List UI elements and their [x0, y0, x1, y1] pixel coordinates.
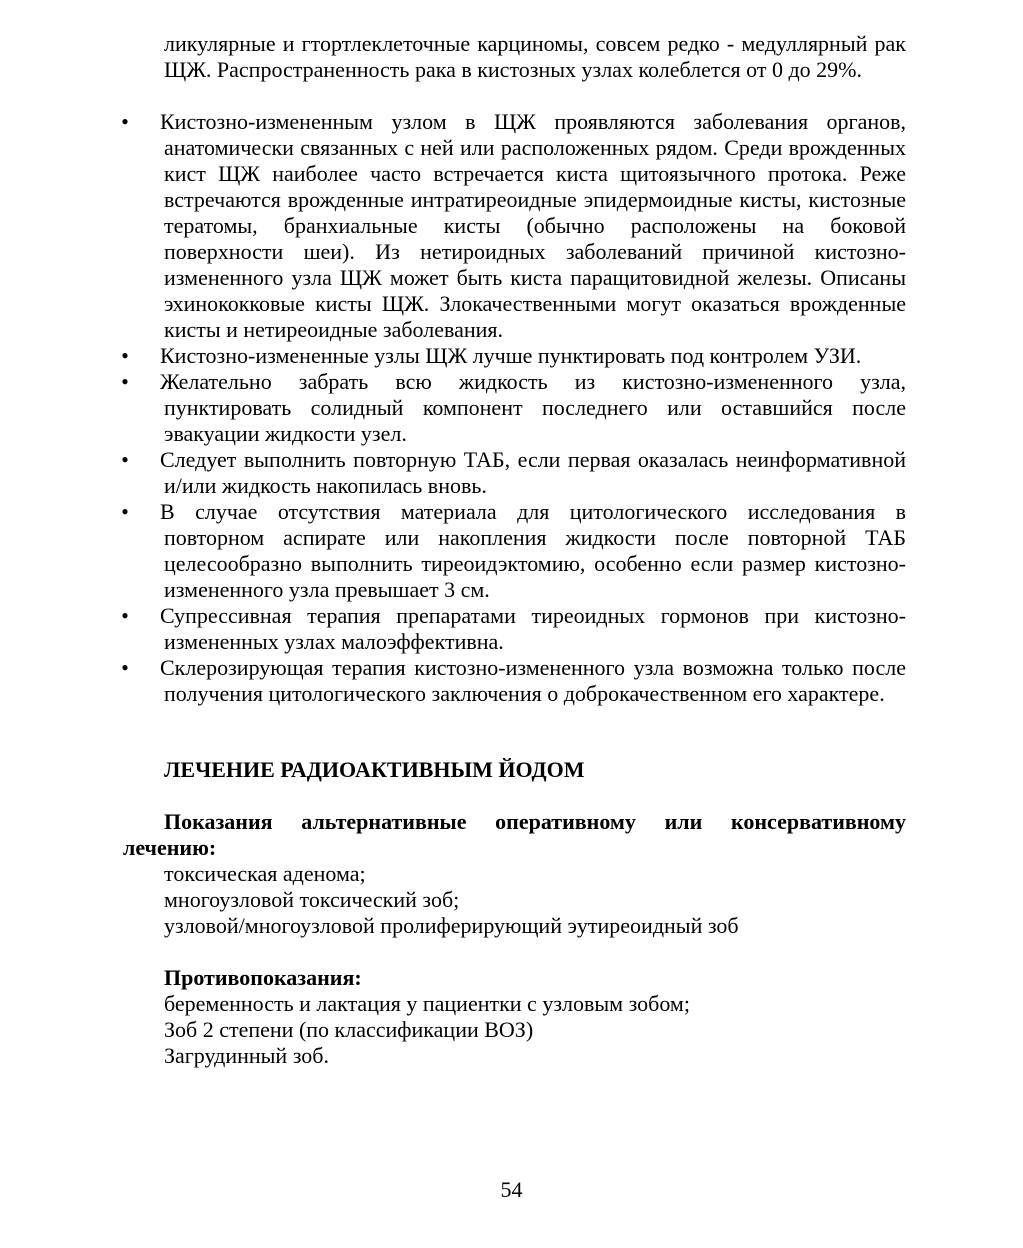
bullet-marker: • [121, 603, 129, 628]
bullet-item [0, 603, 1023, 655]
contraindications-heading: Противопоказания: [164, 965, 362, 990]
indication-item: токсическая аденома; [164, 861, 366, 886]
bullet-text: Кистозно-измененные узлы ЩЖ лучше пунктировать под контролем УЗИ. [160, 343, 862, 368]
bullet-item [0, 109, 1023, 343]
indications-list [164, 861, 739, 939]
bullet-item [0, 655, 1023, 707]
page-number: 54 [500, 1177, 523, 1202]
bullet-item [0, 447, 1023, 499]
bullet-marker: • [121, 447, 129, 472]
bullet-marker: • [121, 655, 129, 680]
bullet-marker: • [121, 369, 129, 394]
contraindications-list [164, 991, 690, 1069]
bullet-list [0, 109, 1023, 707]
contraindication-item: Загрудинный зоб. [164, 1043, 329, 1068]
indication-item: узловой/многоузловой пролиферирующий эутиреоидный зоб [164, 913, 739, 938]
bullet-text: Следует выполнить повторную ТАБ, если первая оказалась неинформативной и/или жидкость накопилась вновь. [160, 447, 906, 498]
bullet-text: Желательно забрать всю жидкость из кистозно-измененного узла, пунктировать солидный компонент последнего или оставшийся после эвакуации жидкости узел. [160, 369, 906, 446]
bullet-text: Супрессивная терапия препаратами тиреоидных гормонов при кистозно-измененных узлах малоэффективна. [160, 603, 906, 654]
bullet-text: В случае отсутствия материала для цитологического исследования в повторном аспирате или накопления жидкости после повторной ТАБ целесообразно выполнить тиреоидэктомию, особенно если размер кистозно-измененного узла превышает 3 см. [160, 499, 906, 602]
bullet-marker: • [121, 499, 129, 524]
indications-heading: Показания альтернативные оперативному или консервативному лечению: [123, 809, 906, 860]
indication-item: многоузловой токсический зоб; [164, 887, 460, 912]
bullet-marker: • [121, 343, 129, 368]
bullet-text: Кистозно-измененным узлом в ЩЖ проявляются заболевания органов, анатомически связанных с ней или расположенных рядом. Среди врожденных кист ЩЖ наиболее часто встречается киста щитоязычного протока. Реже встречаются врожденные интратиреоидные эпидермоидные кисты, кистозные тератомы, бранхиальные кисты (обычно расположены на боковой поверхности шеи). Из нетироидных заболеваний причиной кистозно-измененного узла ЩЖ может быть киста паращитовидной железы. Описаны эхинококковые кисты ЩЖ. Злокачественными могут оказаться врожденные кисты и нетиреоидные заболевания. [160, 109, 906, 342]
bullet-marker: • [121, 109, 129, 134]
continuation-paragraph: ликулярные и гтортлеклеточные карциномы, совсем редко - медуллярный рак ЩЖ. Распространенность рака в кистозных узлах колеблется от 0 до 29%. [164, 31, 906, 82]
section-heading: ЛЕЧЕНИЕ РАДИОАКТИВНЫМ ЙОДОМ [164, 757, 585, 782]
bullet-text: Склерозирующая терапия кистозно-измененного узла возможна только после получения цитологического заключения о доброкачественном его характере. [160, 655, 906, 706]
bullet-item [0, 369, 1023, 447]
contraindication-item: Зоб 2 степени (по классификации ВОЗ) [164, 1017, 534, 1042]
bullet-item [0, 499, 1023, 603]
contraindication-item: беременность и лактация у пациентки с узловым зобом; [164, 991, 690, 1016]
bullet-item [0, 343, 1023, 369]
